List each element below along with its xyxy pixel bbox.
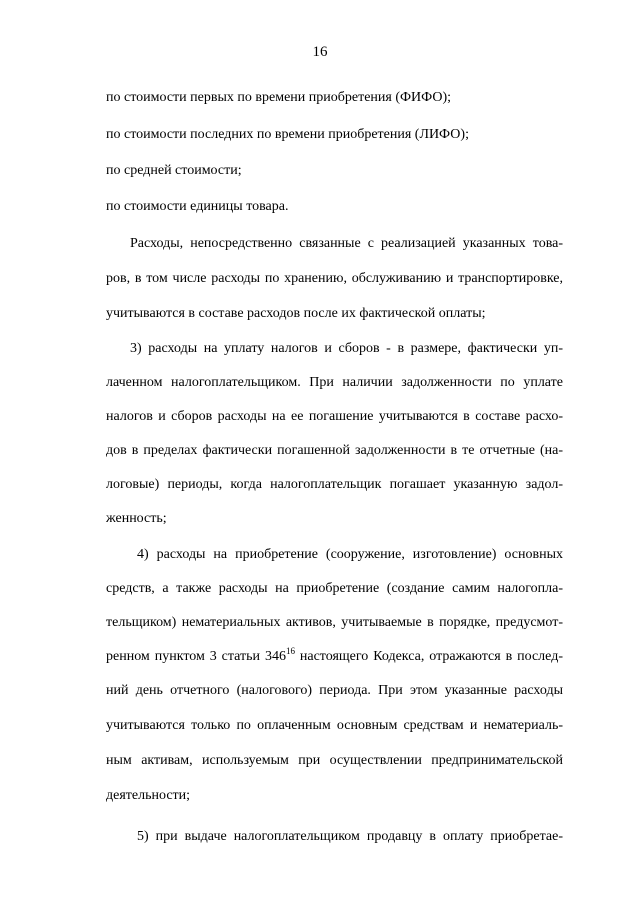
list-item: по стоимости последних по времени приобретения (ЛИФО); xyxy=(106,127,469,142)
superscript: 16 xyxy=(285,646,295,656)
paragraph-line: лаченном налогоплательщиком. При наличии задолженности по уплате xyxy=(106,375,563,390)
paragraph-line: женность; xyxy=(106,511,167,526)
paragraph-line: учитываются в составе расходов после их фактической оплаты; xyxy=(106,306,486,321)
paragraph-line: ным активам, используемым при осуществлении предпринимательской xyxy=(106,753,563,768)
paragraph-line: логовые) периоды, когда налогоплательщик погашает указанную задол- xyxy=(106,477,563,492)
page-number: 16 xyxy=(312,44,328,60)
paragraph-line: ров, в том числе расходы по хранению, обслуживанию и транспортировке, xyxy=(106,271,563,286)
paragraph-line: учитываются только по оплаченным основным средствам и нематериаль- xyxy=(106,718,563,733)
paragraph-line: дов в пределах фактически погашенной задолженности в те отчетные (на- xyxy=(106,443,563,458)
paragraph-line: тельщиком) нематериальных активов, учитываемые в порядке, предусмот- xyxy=(106,615,563,630)
paragraph-line: 4) расходы на приобретение (сооружение, изготовление) основных xyxy=(137,547,563,562)
text-run: настоящего Кодекса, отражаются в послед- xyxy=(294,649,563,664)
paragraph-line: налогов и сборов расходы на ее погашение учитываются в составе расхо- xyxy=(106,409,563,424)
paragraph-line xyxy=(106,648,563,666)
paragraph-line: ний день отчетного (налогового) периода. При этом указанные расходы xyxy=(106,683,563,698)
paragraph-line: 5) при выдаче налогоплательщиком продавцу в оплату приобретае- xyxy=(137,829,563,844)
list-item: по стоимости единицы товара. xyxy=(106,199,289,214)
paragraph-line: 3) расходы на уплату налогов и сборов - в размере, фактически уп- xyxy=(130,341,563,356)
paragraph-line: Расходы, непосредственно связанные с реализацией указанных това- xyxy=(130,236,563,251)
text-run: ренном пунктом 3 статьи 346 xyxy=(106,649,286,664)
paragraph-line: средств, а также расходы на приобретение (создание самим налогопла- xyxy=(106,581,563,596)
list-item: по средней стоимости; xyxy=(106,163,242,178)
list-item: по стоимости первых по времени приобретения (ФИФО); xyxy=(106,90,452,105)
paragraph-line: деятельности; xyxy=(106,788,191,803)
